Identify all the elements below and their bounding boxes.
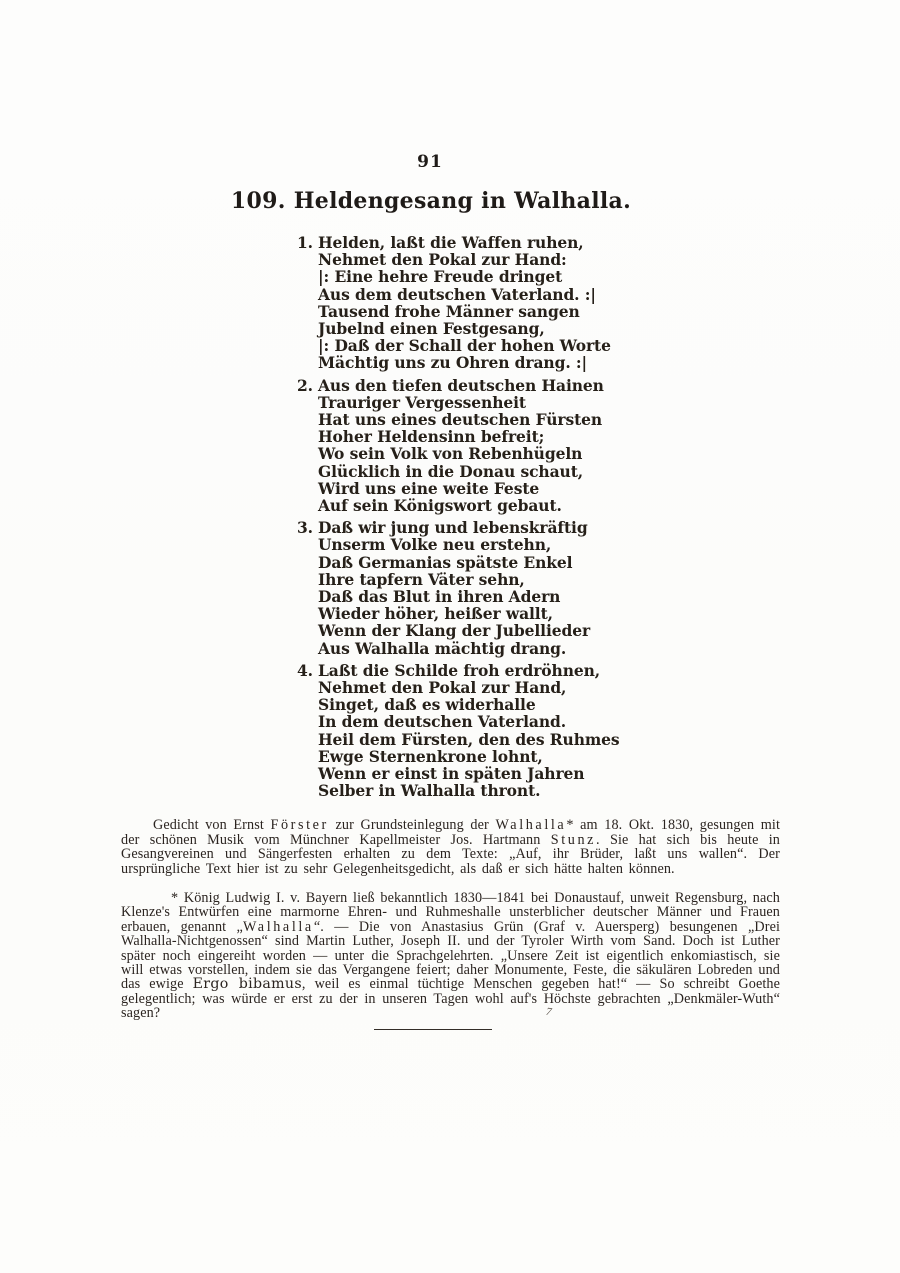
verse-line: Wenn der Klang der Jubellieder (318, 621, 591, 641)
verse-line: Mächtig uns zu Ohren drang. :| (318, 353, 588, 373)
note-segment: zur Grundsteinlegung der (328, 817, 496, 833)
verse-line: Wenn er einst in späten Jahren (318, 764, 585, 784)
note-segment: Gedicht von Ernst (153, 817, 271, 833)
song-title (0, 188, 862, 214)
footnote (121, 891, 780, 1021)
verse-line: Aus Walhalla mächtig drang. (318, 638, 567, 658)
verse-line: Glücklich in die Donau schaut, (318, 461, 584, 481)
verse-line: Aus dem deutschen Vaterland. :| (318, 284, 596, 304)
stanza-3 (297, 519, 620, 657)
verse-line: Trauriger Vergessenheit (318, 392, 526, 412)
verse-line: In dem deutschen Vaterland. (318, 712, 567, 732)
stanza-4-lines (318, 662, 620, 800)
verse-line: Jubelnd einen Festgesang, (318, 319, 545, 339)
stanza-1 (297, 234, 620, 372)
verse-line: Ewge Sternenkrone lohnt, (318, 746, 543, 766)
verse-line: Wird uns eine weite Feste (318, 478, 540, 498)
stanza-3-lines (318, 519, 590, 657)
editorial-note (121, 818, 780, 877)
verse-line: Laßt die Schilde froh erdröhnen, (318, 660, 601, 680)
stanza-number: 3. (297, 518, 313, 538)
print-artifact-mark: 7 (545, 1005, 553, 1019)
verse-line: Unserm Volke neu erstehn, (318, 535, 552, 555)
verse-line: Ihre tapfern Väter sehn, (318, 569, 525, 589)
verse-line: Singet, daß es widerhalle (318, 695, 536, 715)
stanza-4 (297, 662, 620, 800)
verse-line: Selber in Walhalla thront. (318, 781, 541, 801)
stanza-1-lines (318, 234, 611, 372)
note-segment-spaced: Stunz (550, 831, 597, 848)
verse-line: Daß Germanias spätste Enkel (318, 552, 573, 572)
note-segment-spaced: Walhalla (495, 817, 567, 833)
verse-line: Hat uns eines deutschen Fürsten (318, 410, 603, 430)
verse-line: Tausend frohe Männer sangen (318, 301, 580, 321)
verse-line: Nehmet den Pokal zur Hand: (318, 250, 567, 270)
verse-line: Nehmet den Pokal zur Hand, (318, 678, 567, 698)
footnote-segment: * König Ludwig I. v. Bayern ließ bekanntlich 1830—1841 bei Donaustauf, unweit Regensburg, nach Klenze's Entwürfen eine marmorne Ehren- und Ruhmeshalle unsterblicher deutscher Männer und Frauen erbauen, genannt „ (121, 890, 780, 935)
note-segment: . Sie hat sich bis heute in Gesangvereinen und Sängerfesten erhalten zu dem Texte: „Auf, ihr Brüder, laßt uns wallen“. Der ursprüngliche Text hier ist zu sehr Gelegenheitsgedicht, als daß er sich hätte halten können. (121, 831, 780, 878)
stanza-2 (297, 377, 620, 515)
footnote-segment: “. — Die von Anastasius Grün (Graf v. Auersperg) besungenen „Drei Walhalla-Nichtgenossen“ sind Martin Luther, Joseph II. und der Tyroler Wirth vom Sand. Doch ist Luther später noch eingereiht worden — unter die Sprachgelehrten. „Unsere Zeit ist eigentlich enkomiastisch, sie will etwas vorstellen, indem sie das Vergangene feiert; daher Monumente, Feste, die säkulären Lobreden und das ewige (121, 918, 781, 993)
footnote-segment-spaced: Walhalla (242, 918, 314, 935)
footnote-segment: , weil es einmal tüchtige Menschen gegeben hat!“ — So schreibt Goethe gelegentlich; was würde er erst zu der in unseren Tagen wohl auf's Höchste gebrachten „Denkmäler-Wuth“ sagen? (121, 976, 780, 1022)
verse-line: Aus den tiefen deutschen Hainen (318, 375, 604, 395)
verse-line: |: Eine hehre Freude dringet (318, 267, 563, 287)
stanza-number: 4. (297, 660, 313, 680)
verse-line: Auf sein Königswort gebaut. (318, 496, 562, 516)
verse-line: Wieder höher, heißer wallt, (318, 604, 553, 624)
verse-line: Daß wir jung und lebenskräftig (318, 518, 588, 538)
stanza-2-lines (318, 377, 604, 515)
verse-line: Daß das Blut in ihren Adern (318, 587, 561, 607)
verse-line: Helden, laßt die Waffen ruhen, (318, 233, 584, 252)
footnote-segment-latin: Ergo bibamus (192, 976, 302, 993)
song-verses (297, 234, 620, 805)
note-segment-spaced: Förster (270, 817, 329, 833)
stanza-number: 1. (297, 233, 313, 252)
page-number: 91 (417, 152, 443, 172)
verse-line: |: Daß der Schall der hohen Worte (318, 336, 611, 356)
song-title-text: Heldengesang in Walhalla. (293, 188, 632, 214)
verse-line: Heil dem Fürsten, den des Ruhmes (318, 729, 620, 749)
verse-line: Wo sein Volk von Rebenhügeln (318, 444, 583, 464)
song-number: 109. (230, 188, 286, 214)
note-segment: * am 18. Okt. 1830, gesungen mit der schönen Musik vom Münchner Kapellmeister Jos. Hartmann (121, 817, 780, 848)
section-divider-rule (374, 1029, 492, 1030)
stanza-number: 2. (297, 375, 313, 395)
verse-line: Hoher Heldensinn befreit; (318, 427, 545, 447)
